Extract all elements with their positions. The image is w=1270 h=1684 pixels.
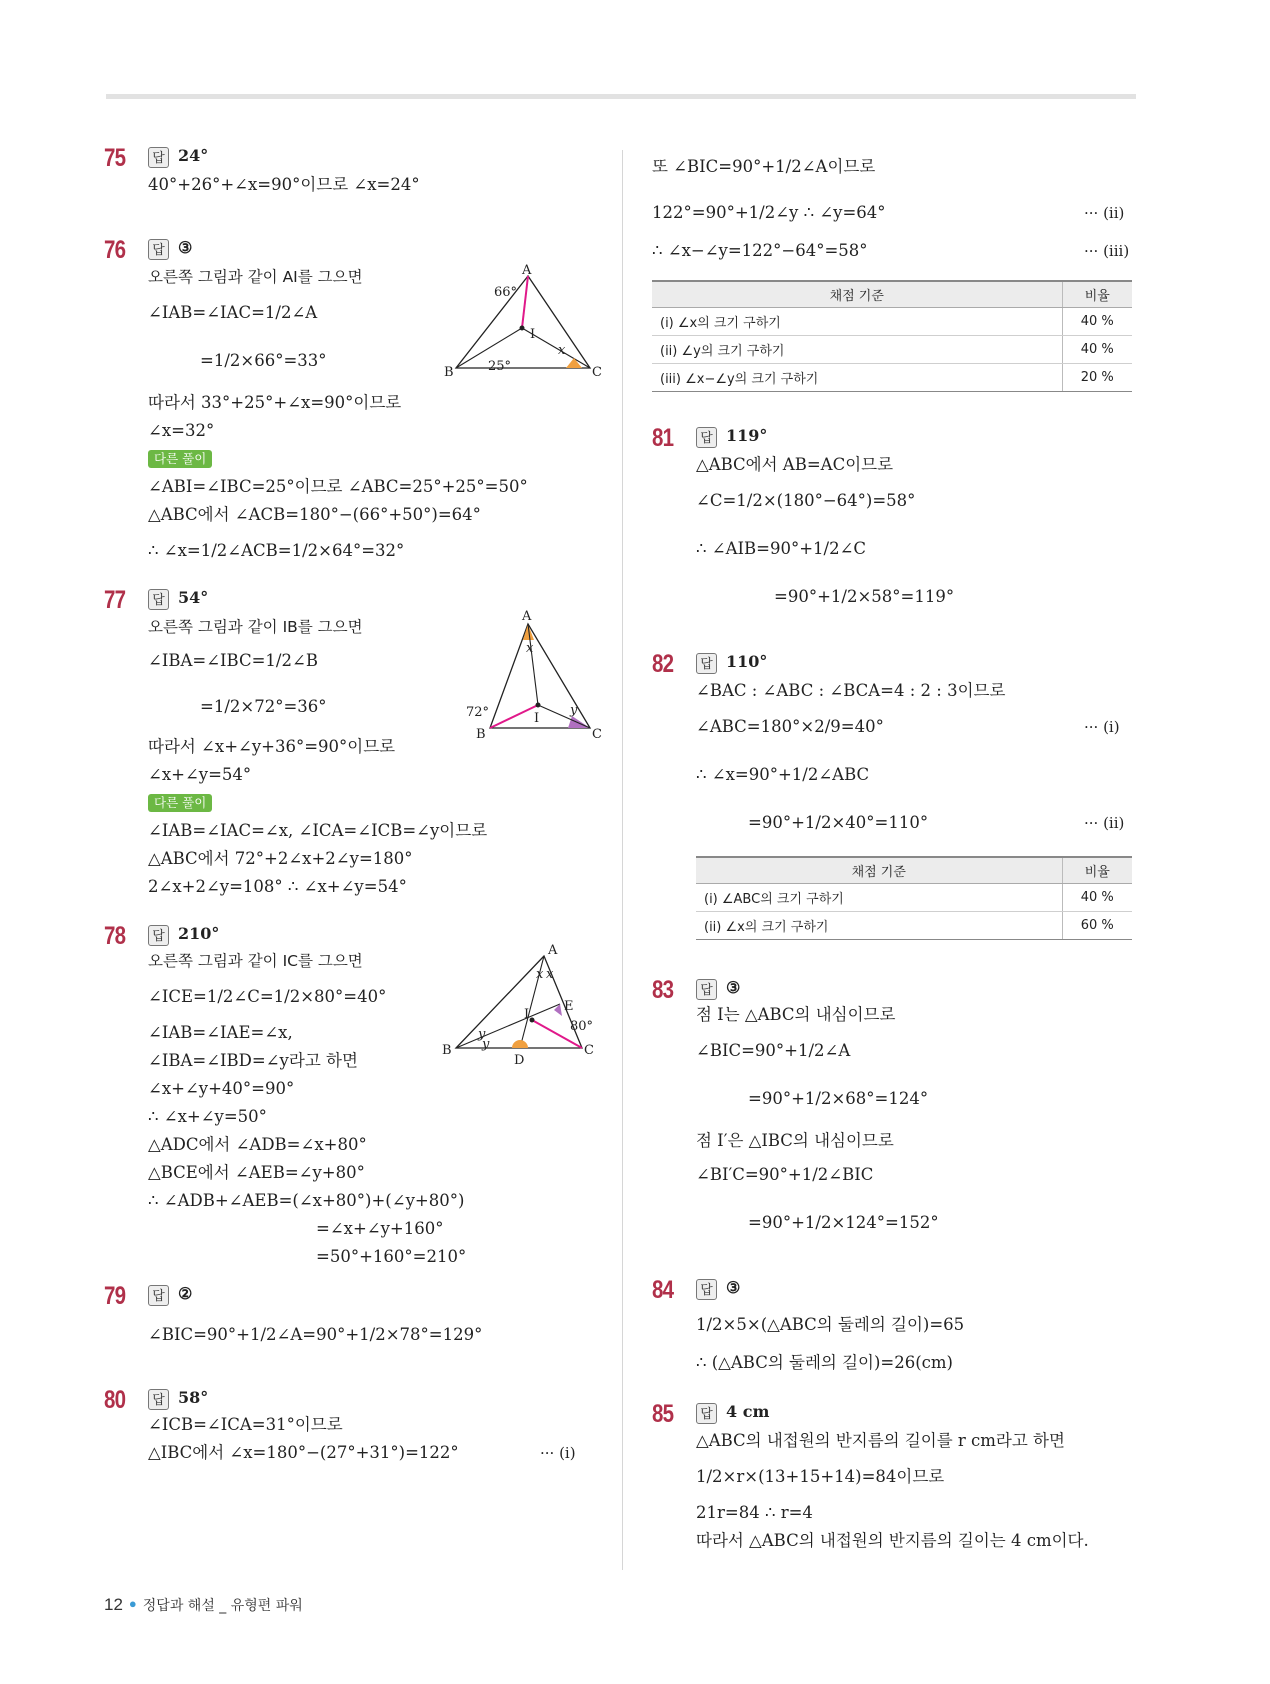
table-cell: (i) ∠x의 크기 구하기 (652, 307, 1062, 335)
solution-line: 21r=84 ∴ r=4 (696, 1503, 813, 1522)
step-marker: ··· (i) (540, 1444, 576, 1462)
answer: ② (178, 1284, 193, 1303)
answer: 4 cm (726, 1402, 770, 1421)
solution-line: 1/2×5×(△ABC의 둘레의 길이)=65 (696, 1315, 965, 1334)
point-i: I (534, 711, 540, 726)
vertex-a: A (522, 609, 532, 624)
solution-line: =1/2×66°=33° (200, 351, 327, 370)
problem-number: 84 (652, 1276, 674, 1304)
table-header: 비율 (1062, 281, 1132, 307)
bullet-icon: ● (128, 1596, 137, 1611)
vertex-c: C (592, 365, 602, 380)
solution-line: 점 I는 △ABC의 내심이므로 (696, 1005, 896, 1024)
solution-line: ∠x+∠y+40°=90° (148, 1079, 295, 1098)
page-footer (104, 1595, 303, 1615)
solution-line: △ADC에서 ∠ADB=∠x+80° (148, 1135, 367, 1154)
problem-number: 80 (104, 1386, 126, 1414)
solution-line: ∠ABI=∠IBC=25°이므로 ∠ABC=25°+25°=50° (148, 477, 528, 496)
solution-line: ∴ ∠x=1/2∠ACB=1/2×64°=32° (148, 541, 405, 560)
solution-line: =50°+160°=210° (316, 1247, 467, 1266)
solution-line: =90°+1/2×124°=152° (748, 1213, 939, 1232)
problem-number: 75 (104, 144, 126, 172)
angle-x: x (558, 343, 566, 358)
problem-number: 78 (104, 922, 126, 950)
solution-line: ∠BIC=90°+1/2∠A (696, 1041, 851, 1060)
solution-line: ∠ABC=180°×2/9=40° (696, 717, 884, 736)
header-rule (106, 94, 1136, 99)
solution-line: 따라서 33°+25°+∠x=90°이므로 (148, 393, 402, 412)
solution-line: ∴ ∠AIB=90°+1/2∠C (696, 539, 867, 558)
answer-badge: 답 (696, 427, 717, 448)
answer: ③ (726, 1278, 741, 1297)
answer-badge: 답 (148, 589, 169, 610)
answer-badge: 답 (696, 979, 717, 1000)
table-cell: 60 % (1062, 911, 1132, 939)
point-i: I (524, 1007, 530, 1022)
angle-label: 66° (494, 285, 518, 300)
table-cell: (i) ∠ABC의 크기 구하기 (696, 883, 1062, 911)
solution-line: △IBC에서 ∠x=180°−(27°+31°)=122° (148, 1443, 459, 1462)
solution-line: ∠BIC=90°+1/2∠A=90°+1/2×78°=129° (148, 1325, 483, 1344)
solution-line: ∠BI′C=90°+1/2∠BIC (696, 1165, 874, 1184)
vertex-b: B (444, 365, 454, 380)
solution-line: ∠IBA=∠IBD=∠y라고 하면 (148, 1051, 358, 1070)
answer-badge: 답 (696, 1403, 717, 1424)
solution-line: △ABC의 내접원의 반지름의 길이를 r cm라고 하면 (696, 1431, 1065, 1450)
angle-x: x (526, 641, 534, 656)
page-number: 12 (104, 1595, 123, 1614)
answer-badge: 답 (148, 239, 169, 260)
solution-line: =1/2×72°=36° (200, 697, 327, 716)
problem-number: 76 (104, 236, 126, 264)
solution-line: 122°=90°+1/2∠y ∴ ∠y=64° (652, 203, 886, 222)
triangle-figure-76 (442, 263, 602, 380)
table-cell: (ii) ∠y의 크기 구하기 (652, 335, 1062, 363)
solution-line: ∠BAC : ∠ABC : ∠BCA=4 : 2 : 3이므로 (696, 681, 1006, 700)
solution-line: =90°+1/2×40°=110° (748, 813, 929, 832)
solution-line: 따라서 ∠x+∠y+36°=90°이므로 (148, 737, 396, 756)
solution-line: △BCE에서 ∠AEB=∠y+80° (148, 1163, 365, 1182)
solution-line: =90°+1/2×58°=119° (774, 587, 955, 606)
step-marker: ··· (ii) (1084, 204, 1125, 222)
solution-line: 오른쪽 그림과 같이 IB를 그으면 (148, 618, 363, 636)
triangle-figure-78 (442, 943, 598, 1068)
solution-line: ∠IAB=∠IAC=1/2∠A (148, 303, 318, 322)
answer-badge: 답 (148, 925, 169, 946)
answer: 210° (178, 924, 220, 943)
angle-x: x (536, 967, 544, 982)
solution-line: ∠IBA=∠IBC=1/2∠B (148, 651, 318, 670)
vertex-c: C (592, 727, 602, 742)
table-cell: 40 % (1062, 307, 1132, 335)
solution-line: ∠C=1/2×(180°−64°)=58° (696, 491, 916, 510)
table-row (652, 307, 1132, 335)
solution-line: ∠ICE=1/2∠C=1/2×80°=40° (148, 987, 387, 1006)
answer: ③ (178, 238, 193, 257)
angle-label: 72° (466, 705, 490, 720)
vertex-c: C (584, 1043, 594, 1058)
answer-badge: 답 (148, 147, 169, 168)
angle-x: x (546, 967, 554, 982)
solution-line: ∴ ∠x−∠y=122°−64°=58° (652, 241, 868, 260)
scoring-table-80 (652, 280, 1132, 392)
answer: ③ (726, 978, 741, 997)
step-marker: ··· (iii) (1084, 242, 1130, 260)
solution-line: =90°+1/2×68°=124° (748, 1089, 929, 1108)
solution-line: △ABC에서 AB=AC이므로 (696, 455, 894, 474)
solution-line: △ABC에서 ∠ACB=180°−(66°+50°)=64° (148, 505, 481, 524)
table-cell: 40 % (1062, 335, 1132, 363)
angle-label: 25° (488, 359, 512, 374)
solution-line: 점 I′은 △IBC의 내심이므로 (696, 1131, 894, 1150)
solution-line: ∠IAB=∠IAC=∠x, ∠ICA=∠ICB=∠y이므로 (148, 821, 488, 840)
solution-line: ∴ ∠x+∠y=50° (148, 1107, 267, 1126)
vertex-b: B (476, 727, 486, 742)
table-cell: 40 % (1062, 883, 1132, 911)
solution-line: 1/2×r×(13+15+14)=84이므로 (696, 1467, 945, 1486)
solution-line: ∠IAB=∠IAE=∠x, (148, 1023, 293, 1042)
solution-line: ∠x=32° (148, 421, 215, 440)
solution-line: ∠x+∠y=54° (148, 765, 252, 784)
table-row (696, 883, 1132, 911)
answer-badge: 답 (696, 653, 717, 674)
step-marker: ··· (i) (1084, 718, 1120, 736)
vertex-a: A (522, 263, 532, 278)
solution-line: 오른쪽 그림과 같이 AI를 그으면 (148, 268, 363, 286)
solution-line: ∴ ∠x=90°+1/2∠ABC (696, 765, 870, 784)
table-row (652, 363, 1132, 391)
answer: 24° (178, 146, 209, 165)
alt-solution-badge: 다른 풀이 (148, 794, 212, 812)
answer: 54° (178, 588, 209, 607)
alt-solution-badge: 다른 풀이 (148, 450, 212, 468)
problem-number: 82 (652, 650, 674, 678)
problem-number: 81 (652, 424, 674, 452)
solution-line: 2∠x+2∠y=108° ∴ ∠x+∠y=54° (148, 877, 407, 896)
solution-line: ∴ (△ABC의 둘레의 길이)=26(cm) (696, 1353, 953, 1372)
solution-line: 따라서 △ABC의 내접원의 반지름의 길이는 4 cm이다. (696, 1531, 1089, 1550)
answer: 58° (178, 1388, 209, 1407)
problem-number: 79 (104, 1282, 126, 1310)
answer: 110° (726, 652, 768, 671)
scoring-table-82 (696, 856, 1132, 940)
angle-y: y (570, 703, 578, 718)
step-marker: ··· (ii) (1084, 814, 1125, 832)
answer-badge: 답 (148, 1389, 169, 1410)
angle-label: 80° (570, 1019, 594, 1034)
solution-line: 오른쪽 그림과 같이 IC를 그으면 (148, 952, 363, 970)
answer-badge: 답 (148, 1285, 169, 1306)
vertex-b: B (442, 1043, 452, 1058)
solution-line: 또 ∠BIC=90°+1/2∠A이므로 (652, 157, 876, 176)
angle-y: y (482, 1037, 490, 1052)
solution-line: ∠ICB=∠ICA=31°이므로 (148, 1415, 343, 1434)
problem-number: 85 (652, 1400, 674, 1428)
solution-line: 40°+26°+∠x=90°이므로 ∠x=24° (148, 175, 420, 194)
problem-number: 83 (652, 976, 674, 1004)
vertex-a: A (548, 943, 558, 958)
table-row (696, 911, 1132, 939)
answer-badge: 답 (696, 1279, 717, 1300)
problem-number: 77 (104, 586, 126, 614)
footer-title: 정답과 해설 _ 유형편 파워 (142, 1598, 303, 1614)
triangle-figure-77 (460, 609, 602, 742)
table-header: 채점 기준 (696, 857, 1062, 883)
angle-y: y (478, 1027, 486, 1042)
table-header: 채점 기준 (652, 281, 1062, 307)
solution-line: =∠x+∠y+160° (316, 1219, 444, 1238)
vertex-e: E (564, 999, 574, 1014)
table-cell: (ii) ∠x의 크기 구하기 (696, 911, 1062, 939)
answer: 119° (726, 426, 768, 445)
point-i: I (530, 327, 536, 342)
solution-line: ∴ ∠ADB+∠AEB=(∠x+80°)+(∠y+80°) (148, 1191, 465, 1210)
table-cell: (iii) ∠x−∠y의 크기 구하기 (652, 363, 1062, 391)
column-divider (622, 150, 623, 1570)
table-cell: 20 % (1062, 363, 1132, 391)
solution-line: △ABC에서 72°+2∠x+2∠y=180° (148, 849, 413, 868)
table-row (652, 335, 1132, 363)
table-header: 비율 (1062, 857, 1132, 883)
vertex-d: D (514, 1053, 525, 1068)
